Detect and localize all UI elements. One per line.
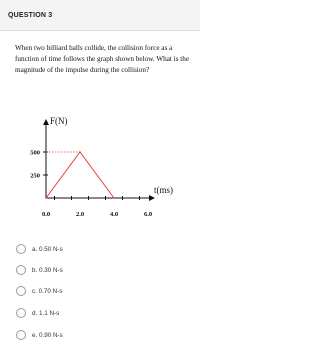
x-axis-arrow xyxy=(149,195,155,201)
y-tick-label: 500 xyxy=(30,149,40,157)
data-point xyxy=(79,151,81,153)
force-time-chart xyxy=(0,0,200,235)
force-curve xyxy=(46,152,114,198)
x-tick-label: 6.0 xyxy=(143,211,153,218)
x-tick-label: 0.0 xyxy=(41,211,51,218)
chart-axes xyxy=(43,119,155,201)
answer-option-e[interactable] xyxy=(16,328,186,342)
answer-option-d[interactable] xyxy=(16,306,186,320)
answer-option-label: b. 0.30 N-s xyxy=(32,266,63,274)
radio-button[interactable] xyxy=(16,286,26,296)
answer-option-label: c. 0.70 N-s xyxy=(32,287,63,295)
y-axis-label: F(N) xyxy=(50,116,68,126)
answer-option-b[interactable] xyxy=(16,263,186,277)
y-axis-arrow xyxy=(43,119,49,125)
radio-button[interactable] xyxy=(16,265,26,275)
answer-option-label: d. 1.1 N-s xyxy=(32,309,60,317)
answer-option-c[interactable] xyxy=(16,284,186,298)
radio-button[interactable] xyxy=(16,330,26,340)
answer-option-label: a. 0.50 N-s xyxy=(32,245,63,253)
answer-option-label: e. 0.90 N-s xyxy=(32,331,63,339)
chart-series xyxy=(45,151,115,199)
data-point xyxy=(113,197,115,199)
answer-option-a[interactable] xyxy=(16,242,186,256)
question-prompt: When two billiard balls collide, the collision force as a function of time follows the graph shown below. What is the magnitude of the impulse during the collision? xyxy=(15,44,190,74)
data-point xyxy=(45,197,47,199)
x-tick-label: 2.0 xyxy=(75,211,85,218)
y-tick-label: 250 xyxy=(30,172,40,180)
x-tick-label: 4.0 xyxy=(109,211,119,218)
radio-button[interactable] xyxy=(16,308,26,318)
chart-ticks xyxy=(30,150,152,219)
question-title: QUESTION 3 xyxy=(8,12,53,19)
radio-button[interactable] xyxy=(16,244,26,254)
x-axis-label: t(ms) xyxy=(154,185,173,195)
